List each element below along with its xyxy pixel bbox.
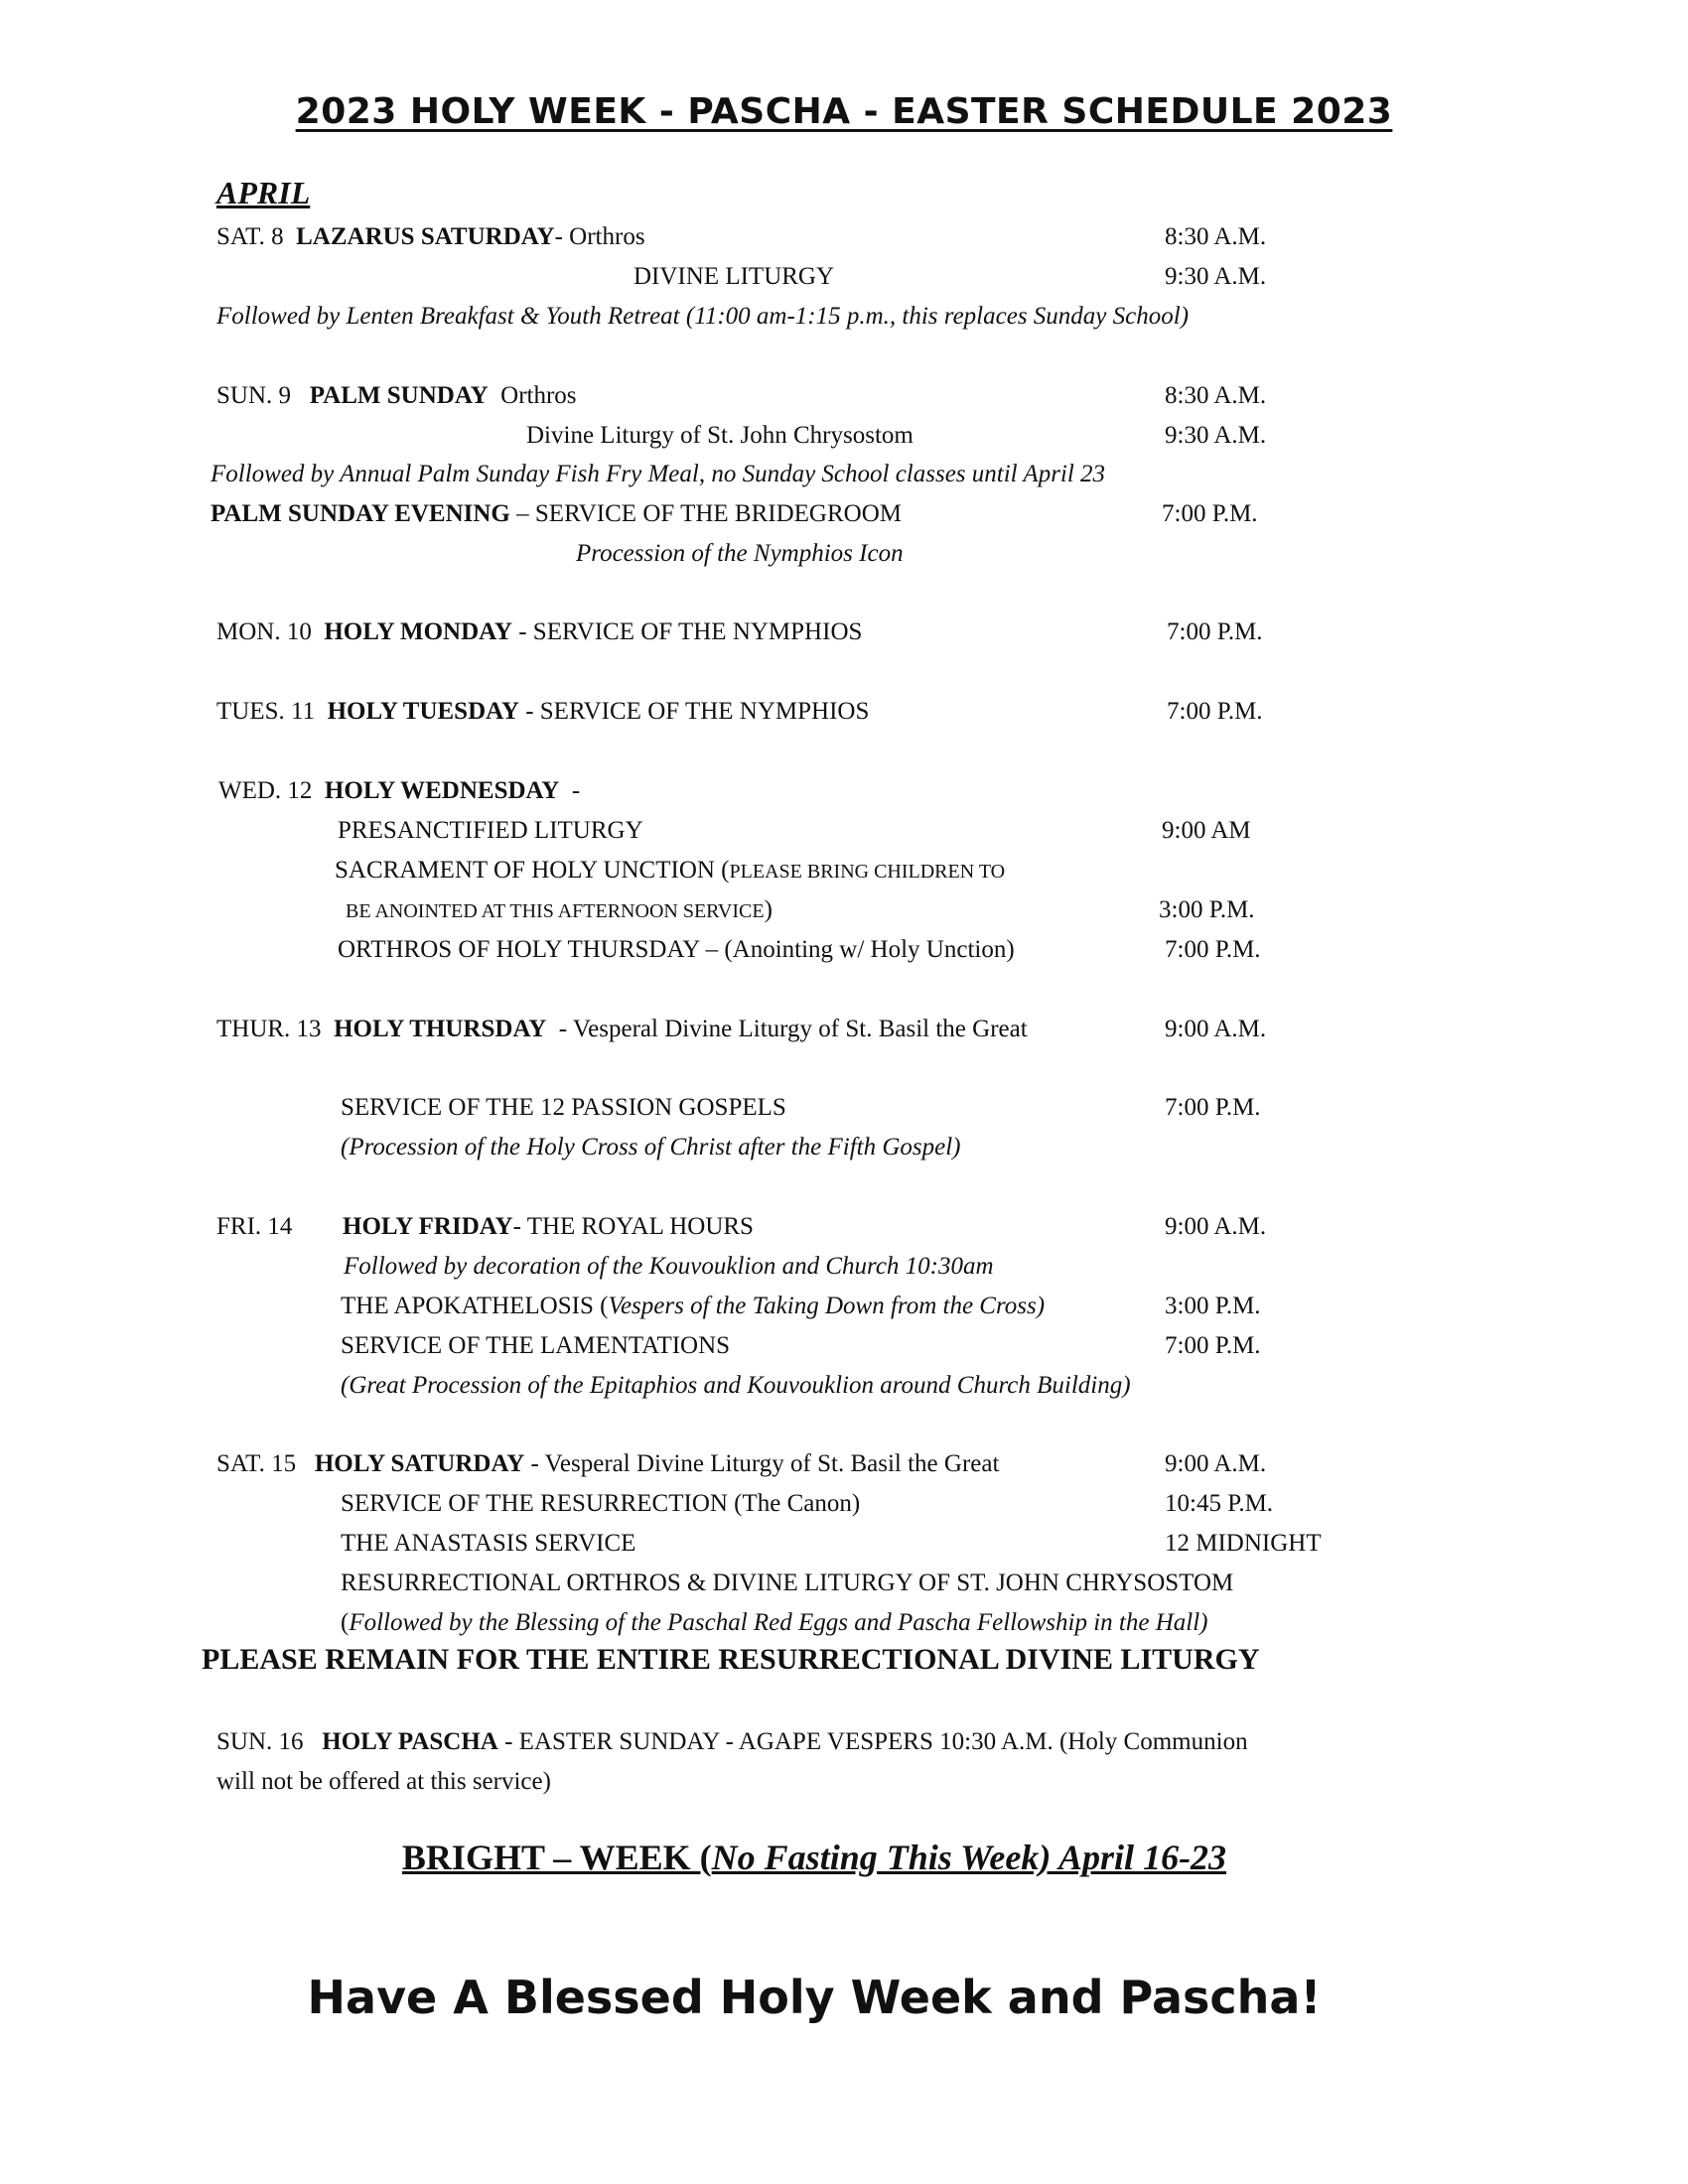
service-desc: ( (341, 1609, 350, 1636)
service-desc: – SERVICE OF THE BRIDEGROOM (516, 500, 902, 527)
service-desc: - Vesperal Divine Liturgy of St. Basil the Great (530, 1450, 1000, 1477)
service-day-name: HOLY TUESDAY (327, 698, 519, 725)
service-day-name: HOLY SATURDAY (314, 1450, 525, 1477)
service-desc: - SERVICE OF THE NYMPHIOS (525, 698, 870, 725)
schedule-line (341, 1292, 1045, 1321)
service-desc: SACRAMENT OF HOLY UNCTION ( (335, 857, 730, 884)
day-label: MON. 10 (216, 618, 312, 645)
service-day-name: PALM SUNDAY (309, 382, 489, 409)
service-note: PLEASE BRING CHILDREN TO (729, 861, 1006, 883)
service-day-name: PALM SUNDAY EVENING (211, 500, 510, 527)
service-desc: Orthros (500, 382, 577, 409)
service-time: 8:30 A.M. (1165, 223, 1267, 250)
schedule-line (216, 1727, 1248, 1757)
service-desc: Divine Liturgy of St. John Chrysostom (526, 422, 914, 449)
day-label: SAT. 15 (216, 1450, 297, 1477)
service-note: BE ANOINTED AT THIS AFTERNOON SERVICE (346, 900, 765, 922)
reminder-notice: PLEASE REMAIN FOR THE ENTIRE RESURRECTIONAL DIVINE LITURGY (202, 1643, 1260, 1676)
service-desc: SERVICE OF THE LAMENTATIONS (341, 1332, 731, 1359)
service-desc: THE APOKATHELOSIS ( (341, 1293, 609, 1319)
service-time: 7:00 P.M. (1165, 936, 1261, 963)
schedule-line (216, 697, 869, 727)
service-day-name: HOLY WEDNESDAY (324, 777, 560, 804)
service-time: 7:00 P.M. (1162, 500, 1258, 527)
service-time: 8:30 A.M. (1165, 382, 1267, 409)
service-desc: DIVINE LITURGY (633, 263, 835, 290)
service-day-name: HOLY PASCHA (322, 1728, 498, 1755)
day-label: WED. 12 (218, 777, 313, 804)
service-note: Followed by decoration of the Kouvouklion and Church 10:30am (344, 1253, 994, 1280)
schedule-line (216, 222, 645, 252)
service-day-name: LAZARUS SATURDAY (296, 223, 555, 250)
service-note: Followed by Annual Palm Sunday Fish Fry Meal, no Sunday School classes until April 23 (211, 461, 1106, 487)
service-desc: RESURRECTIONAL ORTHROS & DIVINE LITURGY OF ST. JOHN CHRYSOSTOM (341, 1570, 1234, 1596)
bright-week-heading (0, 1837, 1628, 1878)
service-time: 7:00 P.M. (1165, 1332, 1261, 1359)
bright-week-dates: No Fasting This Week) April 16-23 (711, 1838, 1227, 1877)
schedule-line (343, 1212, 754, 1242)
service-time: 9:30 A.M. (1165, 422, 1267, 449)
schedule-line (211, 499, 902, 529)
service-time: 9:00 A.M. (1165, 1450, 1267, 1477)
day-label: FRI. 14 (216, 1213, 293, 1240)
service-time: 7:00 P.M. (1167, 698, 1263, 725)
day-label: SUN. 9 (216, 382, 292, 409)
service-desc: - EASTER SUNDAY - AGAPE VESPERS 10:30 A.M. (Holy Communion (504, 1728, 1248, 1755)
service-desc: ) (764, 896, 773, 923)
service-desc: SERVICE OF THE 12 PASSION GOSPELS (341, 1094, 786, 1121)
service-desc: ORTHROS OF HOLY THURSDAY – (Anointing w/ Holy Unction) (338, 936, 1015, 963)
service-time: 12 MIDNIGHT (1165, 1530, 1322, 1557)
service-day-name: HOLY THURSDAY (334, 1016, 547, 1042)
schedule-line (216, 1015, 1028, 1044)
service-note: Followed by the Blessing of the Paschal Red Eggs and Pascha Fellowship in the Hall) (349, 1609, 1208, 1636)
service-desc: SERVICE OF THE RESURRECTION (The Canon) (341, 1490, 861, 1517)
schedule-line (218, 776, 580, 806)
service-desc: will not be offered at this service) (216, 1768, 551, 1795)
schedule-line (346, 895, 773, 926)
service-day-name: HOLY FRIDAY (343, 1213, 513, 1240)
service-day-name: HOLY MONDAY (324, 618, 512, 645)
service-desc: - Vesperal Divine Liturgy of St. Basil the Great (558, 1016, 1028, 1042)
service-note: Followed by Lenten Breakfast & Youth Retreat (11:00 am-1:15 p.m., this replaces Sunday School) (216, 303, 1190, 330)
service-time: 3:00 P.M. (1159, 896, 1255, 923)
service-note: (Great Procession of the Epitaphios and Kouvouklion around Church Building) (341, 1372, 1131, 1399)
day-label: SAT. 8 (216, 223, 284, 250)
service-time: 7:00 P.M. (1167, 618, 1263, 645)
service-time: 9:00 A.M. (1165, 1213, 1267, 1240)
service-time: 9:00 A.M. (1165, 1016, 1267, 1042)
service-desc: - THE ROYAL HOURS (512, 1213, 754, 1240)
service-time: 9:00 AM (1162, 817, 1251, 844)
service-desc: - (571, 777, 581, 804)
service-desc: - SERVICE OF THE NYMPHIOS (518, 618, 863, 645)
service-desc: - Orthros (554, 223, 645, 250)
schedule-line (216, 381, 577, 411)
service-time: 7:00 P.M. (1165, 1094, 1261, 1121)
schedule-line (216, 1449, 999, 1479)
schedule-line (335, 856, 1005, 887)
day-label: TUES. 11 (216, 698, 316, 725)
service-time: 10:45 P.M. (1165, 1490, 1274, 1517)
service-note: (Procession of the Holy Cross of Christ after the Fifth Gospel) (341, 1134, 961, 1160)
service-note: Procession of the Nymphios Icon (576, 540, 904, 567)
bright-week-label: BRIGHT – WEEK ( (401, 1838, 712, 1877)
month-heading: APRIL (216, 175, 311, 210)
page-title: 2023 HOLY WEEK - PASCHA - EASTER SCHEDULE 2023 (295, 91, 1393, 132)
service-note: Vespers of the Taking Down from the Cross) (608, 1293, 1046, 1319)
service-desc: THE ANASTASIS SERVICE (341, 1530, 636, 1557)
schedule-line (341, 1608, 1207, 1638)
day-label: THUR. 13 (216, 1016, 322, 1042)
service-time: 3:00 P.M. (1165, 1293, 1261, 1319)
schedule-line (216, 617, 862, 647)
day-label: SUN. 16 (216, 1728, 304, 1755)
service-time: 9:30 A.M. (1165, 263, 1267, 290)
service-desc: PRESANCTIFIED LITURGY (338, 817, 643, 844)
closing-message: Have A Blessed Holy Week and Pascha! (307, 1971, 1322, 2024)
